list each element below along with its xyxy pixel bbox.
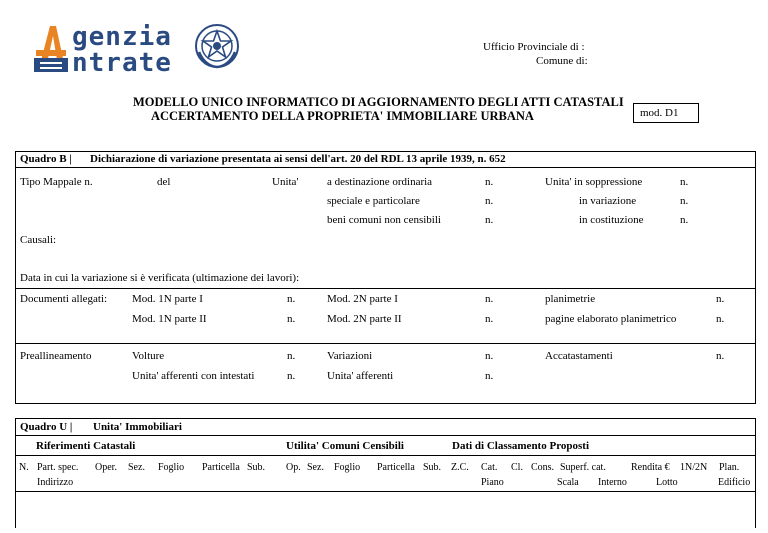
unita-label: Unita' — [272, 176, 299, 188]
quadro-u-subtitle: Unita' Immobiliari — [93, 421, 182, 433]
col-piano: Piano — [481, 477, 504, 488]
causali-label: Causali: — [20, 234, 57, 246]
col-lotto: Lotto — [656, 477, 678, 488]
n-label: n. — [287, 313, 296, 325]
quadro-u-cols-divider — [15, 491, 756, 492]
mod-2n-parte-1-label: Mod. 2N parte I — [327, 293, 398, 305]
n-label: n. — [716, 313, 725, 325]
col-edificio: Edificio — [718, 477, 751, 488]
quadro-b-divider-2 — [15, 343, 756, 344]
col-plan: Plan. — [719, 462, 740, 473]
n-label: n. — [485, 293, 494, 305]
tipo-mappale-label: Tipo Mappale n. — [20, 176, 93, 188]
col-cl: Cl. — [511, 462, 523, 473]
col-interno: Interno — [598, 477, 627, 488]
col-cons: Cons. — [531, 462, 555, 473]
utilita-comuni-header: Utilita' Comuni Censibili — [286, 440, 404, 452]
unita-afferenti-label: Unita' afferenti — [327, 370, 394, 382]
quadro-u-group-divider — [15, 455, 756, 456]
col-particella-2: Particella — [377, 462, 415, 473]
dati-classamento-header: Dati di Classamento Proposti — [452, 440, 589, 452]
col-op: Op. — [286, 462, 301, 473]
mod-d1-box: mod. D1 — [633, 103, 699, 123]
unita-soppressione-label: Unita' in soppressione — [545, 176, 643, 188]
col-zc: Z.C. — [451, 462, 469, 473]
n-label: n. — [485, 313, 494, 325]
col-oper: Oper. — [95, 462, 117, 473]
logo-line1: genzia — [72, 22, 172, 52]
quadro-b-divider-1 — [15, 288, 756, 289]
data-variazione-label: Data in cui la variazione si è verificata (ultimazione dei lavori): — [20, 272, 300, 284]
quadro-u-title: Quadro U | — [20, 421, 73, 433]
n-label: n. — [485, 214, 494, 226]
n-label: n. — [287, 293, 296, 305]
variazioni-label: Variazioni — [327, 350, 373, 362]
quadro-b-subtitle: Dichiarazione di variazione presentata ai sensi dell'art. 20 del RDL 13 aprile 1939, n. 652 — [90, 153, 506, 165]
n-label: n. — [287, 350, 296, 362]
del-label: del — [157, 176, 171, 188]
col-scala: Scala — [557, 477, 579, 488]
col-foglio: Foglio — [158, 462, 185, 473]
logo-a-e-mark-icon — [34, 22, 68, 74]
mod-1n-parte-1-label: Mod. 1N parte I — [132, 293, 203, 305]
riferimenti-catastali-header: Riferimenti Catastali — [36, 440, 136, 452]
n-label: n. — [716, 350, 725, 362]
col-part-spec: Part. spec. — [37, 462, 79, 473]
n-label: n. — [287, 370, 296, 382]
logo-line2: ntrate — [72, 48, 172, 78]
col-1n-2n: 1N/2N — [680, 462, 708, 473]
preallineamento-label: Preallineamento — [20, 350, 92, 362]
planimetrie-label: planimetrie — [545, 293, 596, 305]
col-rendita: Rendita € — [631, 462, 670, 473]
col-superf-cat: Superf. cat. — [560, 462, 606, 473]
comune-label: Comune di: — [536, 55, 588, 67]
volture-label: Volture — [132, 350, 165, 362]
col-indirizzo: Indirizzo — [37, 477, 74, 488]
col-cat: Cat. — [481, 462, 498, 473]
quadro-b-header-divider — [15, 167, 756, 168]
col-particella: Particella — [202, 462, 240, 473]
pagine-elaborato-label: pagine elaborato planimetrico — [545, 313, 677, 325]
ufficio-provinciale-label: Ufficio Provinciale di : — [483, 41, 585, 53]
col-sez: Sez. — [128, 462, 145, 473]
n-label: n. — [485, 370, 494, 382]
mod-2n-parte-2-label: Mod. 2N parte II — [327, 313, 402, 325]
n-label: n. — [680, 195, 689, 207]
agenzia-entrate-logo — [30, 20, 242, 80]
col-foglio-2: Foglio — [334, 462, 361, 473]
quadro-u-header-divider — [15, 435, 756, 436]
n-label: n. — [716, 293, 725, 305]
col-n: N. — [19, 462, 29, 473]
documenti-allegati-label: Documenti allegati: — [20, 293, 108, 305]
republic-emblem-icon — [193, 22, 241, 70]
col-sub: Sub. — [247, 462, 266, 473]
heading-line1: MODELLO UNICO INFORMATICO DI AGGIORNAMENTO DEGLI ATTI CATASTALI — [133, 95, 624, 109]
mod-1n-parte-2-label: Mod. 1N parte II — [132, 313, 207, 325]
n-label: n. — [485, 176, 494, 188]
n-label: n. — [680, 214, 689, 226]
col-sub-2: Sub. — [423, 462, 442, 473]
in-variazione-label: in variazione — [579, 195, 637, 207]
n-label: n. — [680, 176, 689, 188]
heading-line2: ACCERTAMENTO DELLA PROPRIETA' IMMOBILIARE URBANA — [151, 109, 534, 123]
beni-comuni-label: beni comuni non censibili — [327, 214, 441, 226]
col-sez-2: Sez. — [307, 462, 324, 473]
speciale-particolare-label: speciale e particolare — [327, 195, 420, 207]
quadro-b-title: Quadro B | — [20, 153, 72, 165]
n-label: n. — [485, 195, 494, 207]
in-costituzione-label: in costituzione — [579, 214, 644, 226]
destinazione-ordinaria-label: a destinazione ordinaria — [327, 176, 433, 188]
unita-afferenti-intestati-label: Unita' afferenti con intestati — [132, 370, 255, 382]
n-label: n. — [485, 350, 494, 362]
accatastamenti-label: Accatastamenti — [545, 350, 613, 362]
